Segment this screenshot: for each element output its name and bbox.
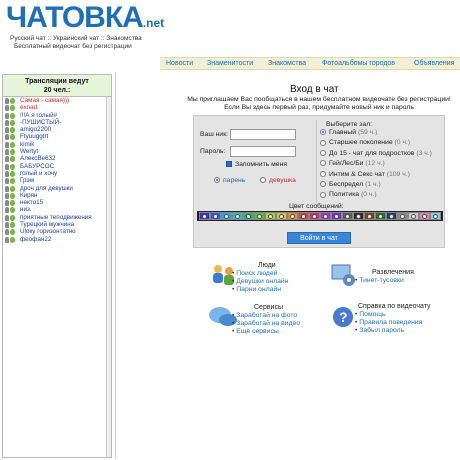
user-name: amigo2200	[20, 126, 52, 134]
rooms-title: Выберите зал:	[326, 121, 373, 128]
webcam-user-icon	[5, 134, 17, 140]
user-name: Турецкий мужчина	[20, 221, 75, 229]
color-swatch[interactable]	[430, 212, 441, 220]
broadcasters-sidebar	[2, 74, 112, 458]
link-search-people[interactable]: • Поиск людей	[232, 270, 277, 277]
color-swatch[interactable]	[397, 212, 408, 220]
enter-chat-button[interactable]: Войти в чат	[287, 232, 351, 244]
webcam-user-icon	[5, 164, 17, 170]
user-list-item[interactable]	[3, 163, 111, 170]
webcam-user-icon	[5, 149, 17, 155]
nav-celebrities[interactable]: Знаменитости	[207, 60, 254, 67]
room-radio[interactable]: Политика (0 ч.)	[320, 191, 377, 198]
user-name: Ftyuuggtrt	[20, 133, 49, 141]
nav-dating[interactable]: Знакомства	[268, 60, 307, 67]
link-girls-online[interactable]: • Девушки онлайн	[232, 278, 288, 285]
color-swatch[interactable]	[342, 212, 353, 220]
webcam-user-icon	[5, 200, 17, 206]
user-list-item[interactable]	[3, 206, 111, 213]
webcam-user-icon	[5, 178, 17, 184]
webcam-user-icon	[5, 120, 17, 126]
link-earn-video[interactable]: • Заработай на видео	[232, 320, 300, 327]
entertainment-title: Развлечения	[372, 269, 414, 276]
webcam-user-icon	[5, 98, 17, 104]
link-boys-online[interactable]: • Парни онлайн	[232, 286, 281, 293]
webcam-user-icon	[5, 113, 17, 119]
services-title: Сервисы	[254, 304, 284, 311]
tagline: Бесплатный видеочат без регистрации	[14, 43, 132, 50]
user-name: феофан22	[20, 235, 52, 243]
user-name: голый и хочу	[20, 169, 58, 177]
user-name: БАБУРСОС	[20, 162, 55, 170]
user-list-item[interactable]	[3, 177, 111, 184]
intro-text-2: Если Вы здесь первый раз, придумайте новый ник и пароль	[224, 104, 414, 111]
gender-male-radio[interactable]: парень	[214, 177, 245, 184]
color-swatch[interactable]	[199, 212, 210, 220]
user-list-item[interactable]	[3, 199, 111, 206]
user-list-item[interactable]	[3, 141, 111, 148]
top-nav	[160, 57, 460, 70]
user-list-item[interactable]	[3, 170, 111, 177]
user-list	[3, 97, 111, 243]
password-label: Пароль:	[200, 148, 226, 155]
color-swatch[interactable]	[287, 212, 298, 220]
link-help[interactable]: • Помощь	[355, 311, 386, 318]
webcam-user-icon	[5, 215, 17, 221]
color-swatch[interactable]	[221, 212, 232, 220]
user-list-item[interactable]	[3, 148, 111, 155]
user-name: !!!А я голый#	[20, 111, 58, 119]
webcam-user-icon	[5, 229, 17, 235]
user-list-item[interactable]	[3, 192, 111, 199]
color-swatch[interactable]	[254, 212, 265, 220]
webcam-user-icon	[5, 237, 17, 243]
color-swatch[interactable]	[419, 212, 430, 220]
gender-female-radio[interactable]: девушка	[260, 177, 296, 184]
link-rules[interactable]: • Правила поведения	[355, 319, 422, 326]
user-list-item[interactable]	[3, 236, 111, 243]
color-swatch[interactable]	[276, 212, 287, 220]
nav-news[interactable]: Новости	[166, 60, 194, 67]
link-earn-photo[interactable]: • Заработай на фото	[232, 312, 297, 319]
user-list-item[interactable]	[3, 112, 111, 119]
user-name: Wertyt	[20, 148, 39, 156]
user-name: kimik	[20, 140, 35, 148]
user-list-item[interactable]	[3, 155, 111, 162]
login-form	[193, 115, 445, 248]
user-name: Самая - самая)))	[20, 97, 70, 104]
color-swatch[interactable]	[364, 212, 375, 220]
user-name: Ulоку горизонтатно	[20, 228, 76, 236]
user-list-item[interactable]	[3, 221, 111, 228]
user-list-item[interactable]	[3, 214, 111, 221]
user-name: exnad	[20, 104, 38, 112]
webcam-user-icon	[5, 142, 17, 148]
nick-input[interactable]	[230, 129, 296, 140]
help-title: Справка по видеочату	[358, 303, 431, 310]
nav-ads[interactable]: Объявления	[414, 60, 455, 67]
color-label: Цвет сообщений:	[289, 203, 344, 210]
user-name: приятные теподвижения	[20, 213, 92, 221]
room-radio[interactable]: Гей/Лес/Би (12 ч.)	[320, 160, 385, 167]
room-radio[interactable]: Беспредел (1 ч.)	[320, 181, 381, 188]
room-radio[interactable]: Старшее поколение (0 ч.)	[320, 139, 410, 146]
user-list-item[interactable]	[3, 97, 111, 104]
webcam-user-icon	[5, 156, 17, 162]
color-swatch[interactable]	[320, 212, 331, 220]
user-list-item[interactable]	[3, 126, 111, 133]
room-radio[interactable]: Интим & Секс чат (109 ч.)	[320, 171, 410, 178]
user-name: дроч для девушки	[20, 184, 73, 192]
color-swatch[interactable]	[353, 212, 364, 220]
webcam-user-icon	[5, 171, 17, 177]
webcam-user-icon	[5, 186, 17, 192]
color-swatches	[197, 211, 443, 221]
divider	[115, 72, 116, 458]
color-swatch[interactable]	[375, 212, 386, 220]
color-swatch[interactable]	[243, 212, 254, 220]
link-more-services[interactable]: • Ещё сервисы	[232, 328, 279, 335]
color-swatch[interactable]	[331, 212, 342, 220]
link-forgot-password[interactable]: • Забыл пароль	[355, 327, 404, 334]
sidebar-header: Трансляции ведут 20 чел.:	[3, 75, 111, 97]
page-title: Вход в чат	[290, 84, 339, 95]
nav-city-albums[interactable]: Фотоальбомы городов	[322, 60, 396, 67]
user-name: АлексВе632	[20, 155, 56, 163]
user-name: Кирян	[20, 191, 38, 199]
user-name: низ.	[20, 206, 32, 214]
svg-text:?: ?	[339, 309, 348, 325]
user-name: Грэм	[20, 177, 35, 185]
nick-label: Ваш ник:	[200, 131, 229, 138]
user-list-item[interactable]	[3, 185, 111, 192]
color-swatch[interactable]	[210, 212, 221, 220]
webcam-user-icon	[5, 207, 17, 213]
user-name: некто15	[20, 199, 44, 207]
user-list-item[interactable]	[3, 228, 111, 235]
intro-text: Мы приглашаем Вас пообщаться в нашем бесплатном видеочате без регистрации!	[187, 96, 451, 103]
link-tinet-parties[interactable]: • Тинет-тусовки	[355, 277, 404, 284]
room-radio[interactable]: Главный (59 ч.)	[320, 129, 377, 136]
webcam-user-icon	[5, 105, 17, 111]
color-swatch[interactable]	[298, 212, 309, 220]
site-logo[interactable]: ЧАТОВКА.net	[6, 1, 165, 34]
people-title: Люди	[258, 262, 276, 269]
color-swatch[interactable]	[232, 212, 243, 220]
remember-checkbox[interactable]: Запомнить меня	[226, 161, 287, 168]
webcam-user-icon	[5, 222, 17, 228]
user-list-item[interactable]	[3, 133, 111, 140]
password-input[interactable]	[230, 146, 296, 157]
webcam-user-icon	[5, 193, 17, 199]
color-swatch[interactable]	[309, 212, 320, 220]
color-swatch[interactable]	[408, 212, 419, 220]
room-radio[interactable]: До 15 - чат для подростков (3 ч.)	[320, 150, 432, 157]
color-swatch[interactable]	[265, 212, 276, 220]
user-name: -ПУШИСТЫЙ-	[20, 118, 62, 126]
user-list-item[interactable]	[3, 119, 111, 126]
webcam-user-icon	[5, 127, 17, 133]
sidebar-scrollbar[interactable]	[106, 97, 111, 457]
user-list-item[interactable]	[3, 104, 111, 111]
tagline-links: Русский чат :: Украинский чат :: Знакомства	[10, 35, 142, 42]
color-swatch[interactable]	[386, 212, 397, 220]
